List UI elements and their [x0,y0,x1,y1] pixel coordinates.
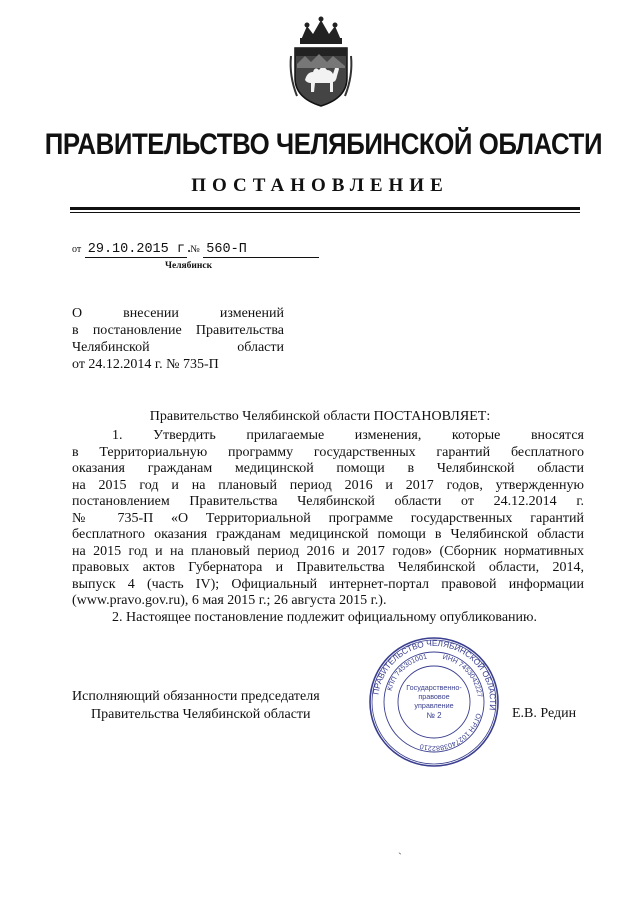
subject-line: Челябинской области [72,340,284,355]
signatory-position [72,688,320,724]
body-line: оказания гражданам медицинской помощи в Челябинской области [72,461,584,476]
document-city: Челябинск [165,261,213,271]
body-line: (www.pravo.gov.ru), 6 мая 2015 г.; 26 августа 2015 г.). [72,593,387,608]
signatory-position-line: Исполняющий обязанности председателя [72,689,320,704]
document-type-heading: ПОСТАНОВЛЕНИЕ [191,175,449,196]
body-line: на 2015 год и на плановый период 2016 и 2017 годов» (Сборник нормативных [72,543,584,559]
seal-center-line: № 2 [426,711,442,720]
seal-kpp-text: КПП 745301001 [386,653,428,692]
seal-center-line: правовое [418,692,450,701]
body-line: выпуск 4 (часть IV); Официальный интернет-портал правовой информации [72,576,584,592]
seal-center-line: Государственно- [406,683,462,692]
document-date: 29.10.2015 г. [85,242,187,258]
document-subject [72,305,284,373]
subject-line: О внесении изменений [72,306,284,321]
subject-line: в постановление Правительства [72,323,284,338]
body-line: правовых актов Губернатора и Правительства Челябинской области, 2014, [72,560,584,575]
subject-line: от 24.12.2014 г. № 735-П [72,357,219,372]
seal-ogrn-text: ОГРН 1027403882210 [419,712,482,752]
official-seal-stamp [368,636,500,768]
seal-center-line: управление [414,701,454,710]
coat-of-arms-emblem [287,16,355,108]
body-line: на 2015 год и на плановый период 2016 и 2017 годов, утвержденную [72,477,584,493]
document-requisites [72,241,319,258]
header-divider-thin [70,212,580,213]
header-divider-thick [70,207,580,210]
body-line: бесплатного оказания гражданам медицинской помощи в Челябинской области [72,527,584,542]
organization-title: ПРАВИТЕЛЬСТВО ЧЕЛЯБИНСКОЙ ОБЛАСТИ [44,128,603,161]
preamble: Правительство Челябинской области ПОСТАНОВЛЯЕТ: [149,409,491,424]
document-body [72,428,584,626]
document-number: 560-П [203,242,319,258]
body-line: 2. Настоящее постановление подлежит официальному опубликованию. [112,609,537,625]
seal-inn-text: ИНН 7453042227 [441,653,483,698]
body-line: в Территориальную программу государственных гарантий бесплатного [72,444,584,460]
signatory-position-line: Правительства Челябинской области [91,707,311,722]
signatory-name: Е.В. Редин [512,706,577,721]
date-prefix: от [72,244,82,255]
body-line: № 735-П «О Территориальной программе государственных гарантий [72,510,584,526]
seal-outer-ring-text: ПРАВИТЕЛЬСТВО ЧЕЛЯБИНСКОЙ ОБЛАСТИ [371,638,498,711]
body-line: постановлением Правительства Челябинской области от 24.12.2014 г. [72,494,584,509]
number-prefix: № [190,244,200,255]
body-line: 1. Утвердить прилагаемые изменения, которые вносятся [112,428,584,443]
scan-mark: ` [398,850,402,864]
